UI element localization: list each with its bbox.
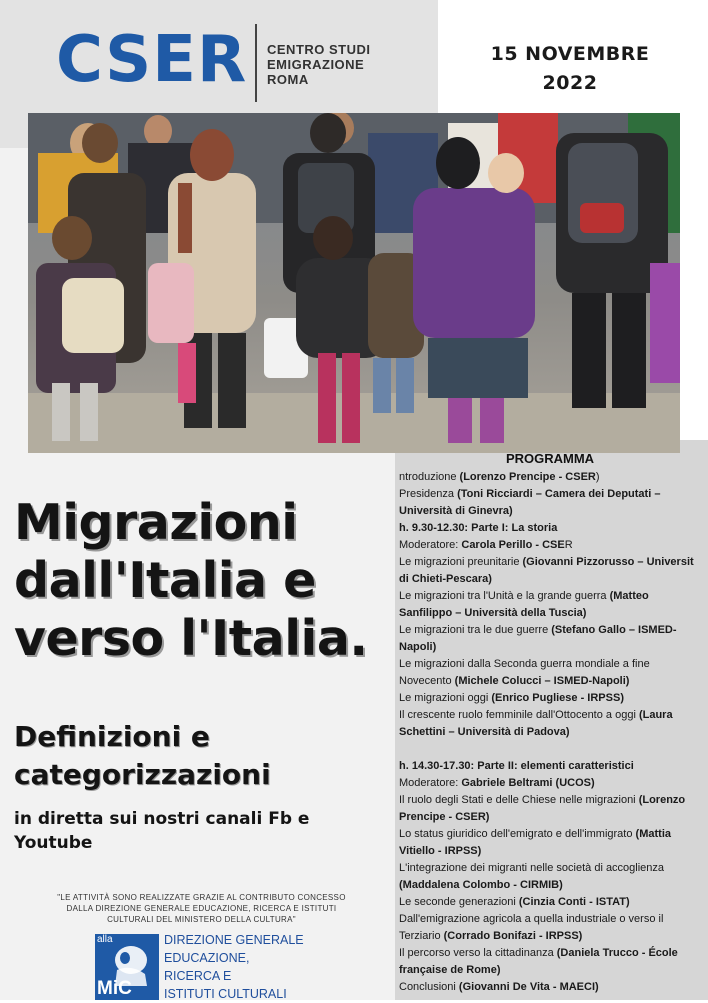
program-speaker: Gabriele Beltrami (UCOS) — [461, 777, 595, 789]
live-stream-note — [14, 807, 389, 855]
program-speaker: (Giovanni De Vita - MAECI) — [458, 981, 599, 993]
program-speaker: (Laura — [638, 709, 673, 721]
program-speaker: Napoli) — [399, 641, 437, 653]
program-row — [399, 639, 708, 656]
program-row — [399, 792, 708, 809]
department-line: EDUCAZIONE, — [164, 951, 250, 965]
program-speaker: (Corrado Bonifazi - IRPSS) — [443, 930, 583, 942]
program-row — [399, 588, 708, 605]
program-speaker: Università di Ginevra) — [399, 505, 513, 517]
mic-logo-top: alla — [97, 934, 113, 945]
program-text: Moderatore: — [399, 777, 462, 789]
program-text: L'integrazione dei migranti nelle società di accoglienza — [399, 862, 665, 874]
logo-sub-line: EMIGRAZIONE — [267, 57, 365, 72]
crowd-illustration — [28, 113, 680, 453]
program-text-tail: R — [564, 539, 573, 551]
program-row — [399, 945, 708, 962]
program-row — [399, 571, 708, 588]
program-row — [399, 486, 708, 503]
program-speaker: Vitiello - IRPSS) — [399, 845, 482, 857]
program-row — [399, 826, 708, 843]
program-text: Il percorso verso la cittadinanza — [399, 947, 557, 959]
program-speaker: Prencipe - CSER) — [399, 811, 490, 823]
department-line: ISTITUTI CULTURALI — [164, 987, 287, 1001]
logo-sub-line: ROMA — [267, 72, 309, 87]
live-line: in diretta sui nostri canali Fb e — [14, 809, 310, 829]
event-date — [470, 40, 670, 98]
headline-line: dall'Italia e — [14, 552, 316, 609]
ministry-department — [164, 931, 314, 1003]
program-list — [399, 469, 708, 996]
funding-credit: "LE ATTIVITÀ SONO REALIZZATE GRAZIE AL CONTRIBUTO CONCESSO DALLA DIREZIONE GENERALE EDUCAZIONE, RICERCA E ISTITUTI CULTURALI DEL MINISTERO DELLA CULTURA" — [57, 893, 346, 924]
program-row — [399, 503, 708, 520]
program-text: Le seconde generazioni — [399, 896, 519, 908]
cser-logo: CSER — [56, 23, 248, 97]
program-speaker: Carola Perillo - CSE — [461, 539, 565, 551]
program-speaker: (Toni Ricciardi – Camera dei Deputati – — [457, 488, 661, 500]
mic-logo — [95, 934, 159, 1000]
headline — [14, 494, 389, 668]
program-row — [399, 877, 708, 894]
program-text: Le migrazioni oggi — [399, 692, 492, 704]
program-speaker: (Giovanni Pizzorusso – Universit — [522, 556, 694, 568]
program-row — [399, 605, 708, 622]
program-text: Le migrazioni tra le due guerre — [399, 624, 552, 636]
program-text: Il crescente ruolo femminile dall'Ottocento a oggi — [399, 709, 639, 721]
mic-logo-bottom: MiC — [97, 978, 132, 999]
program-speaker: (Mattia — [635, 828, 671, 840]
subheadline-line: categorizzazioni — [14, 758, 271, 791]
live-line: Youtube — [14, 833, 93, 853]
program-text: Novecento — [399, 675, 455, 687]
program-row — [399, 707, 708, 724]
subheadline — [14, 718, 389, 794]
department-line: RICERCA E — [164, 969, 232, 983]
headline-line: Migrazioni — [14, 494, 298, 551]
program-row — [399, 962, 708, 979]
program-text: Moderatore: — [399, 539, 462, 551]
program-speaker: (Cinzia Conti - ISTAT) — [518, 896, 630, 908]
program-speaker: (Lorenzo Prencipe - CSER — [459, 471, 596, 483]
program-speaker: (Stefano Gallo – ISMED- — [551, 624, 677, 636]
program-row — [399, 622, 708, 639]
migrants-photo — [28, 113, 680, 453]
program-speaker: (Enrico Pugliese - IRPSS) — [491, 692, 624, 704]
headline-line: verso l'Italia. — [14, 610, 368, 667]
program-text: Lo status giuridico dell'emigrato e dell'immigrato — [399, 828, 636, 840]
program-speaker: h. 9.30-12.30: Parte I: La storia — [399, 522, 558, 534]
logo-subtitle — [267, 42, 371, 87]
subheadline-line: Definizioni e — [14, 720, 210, 753]
program-title: PROGRAMMA — [505, 451, 595, 466]
program-row — [399, 469, 708, 486]
program-row — [399, 809, 708, 826]
program-row — [399, 520, 708, 537]
program-text: Le migrazioni tra l'Unità e la grande guerra — [399, 590, 610, 602]
program-text-tail: ) — [595, 471, 600, 483]
program-row — [399, 690, 708, 707]
program-row — [399, 537, 708, 554]
program-speaker: h. 14.30-17.30: Parte II: elementi caratteristici — [399, 760, 634, 772]
program-row — [399, 860, 708, 877]
date-line: 15 NOVEMBRE — [490, 43, 650, 65]
program-row — [399, 724, 708, 741]
program-row — [399, 554, 708, 571]
program-row — [399, 843, 708, 860]
program-row — [399, 775, 708, 792]
program-text: Le migrazioni dalla Seconda guerra mondiale a fine — [399, 658, 650, 670]
program-row — [399, 928, 708, 945]
program-speaker: (Lorenzo — [638, 794, 686, 806]
program-speaker: (Michele Colucci – ISMED-Napoli) — [454, 675, 630, 687]
program-speaker: di Chieti-Pescara) — [399, 573, 492, 585]
program-speaker: (Matteo — [609, 590, 649, 602]
program-speaker: Schettini – Università di Padova) — [399, 726, 570, 738]
program-text: Presidenza — [399, 488, 458, 500]
program-speaker: Sanfilippo – Università della Tuscia) — [399, 607, 587, 619]
program-text: ntroduzione — [399, 471, 460, 483]
logo-sub-line: CENTRO STUDI — [267, 42, 371, 57]
program-row — [399, 758, 708, 775]
program-text: Conclusioni — [399, 981, 459, 993]
program-row — [399, 911, 708, 928]
program-row — [399, 894, 708, 911]
program-text: Dall'emigrazione agricola a quella industriale o verso il — [399, 913, 664, 925]
program-row — [399, 979, 708, 996]
program-text: Terziario — [399, 930, 444, 942]
date-line: 2022 — [542, 72, 598, 94]
logo-divider — [255, 24, 257, 102]
program-speaker: (Maddalena Colombo - CIRMIB) — [399, 879, 563, 891]
program-row — [399, 741, 708, 758]
program-row — [399, 673, 708, 690]
department-line: DIREZIONE GENERALE — [164, 933, 304, 947]
program-text: Le migrazioni preunitarie — [399, 556, 523, 568]
program-speaker: (Daniela Trucco - École — [556, 947, 678, 959]
program-text: Il ruolo degli Stati e delle Chiese nelle migrazioni — [399, 794, 639, 806]
program-row — [399, 656, 708, 673]
program-speaker: française de Rome) — [399, 964, 501, 976]
